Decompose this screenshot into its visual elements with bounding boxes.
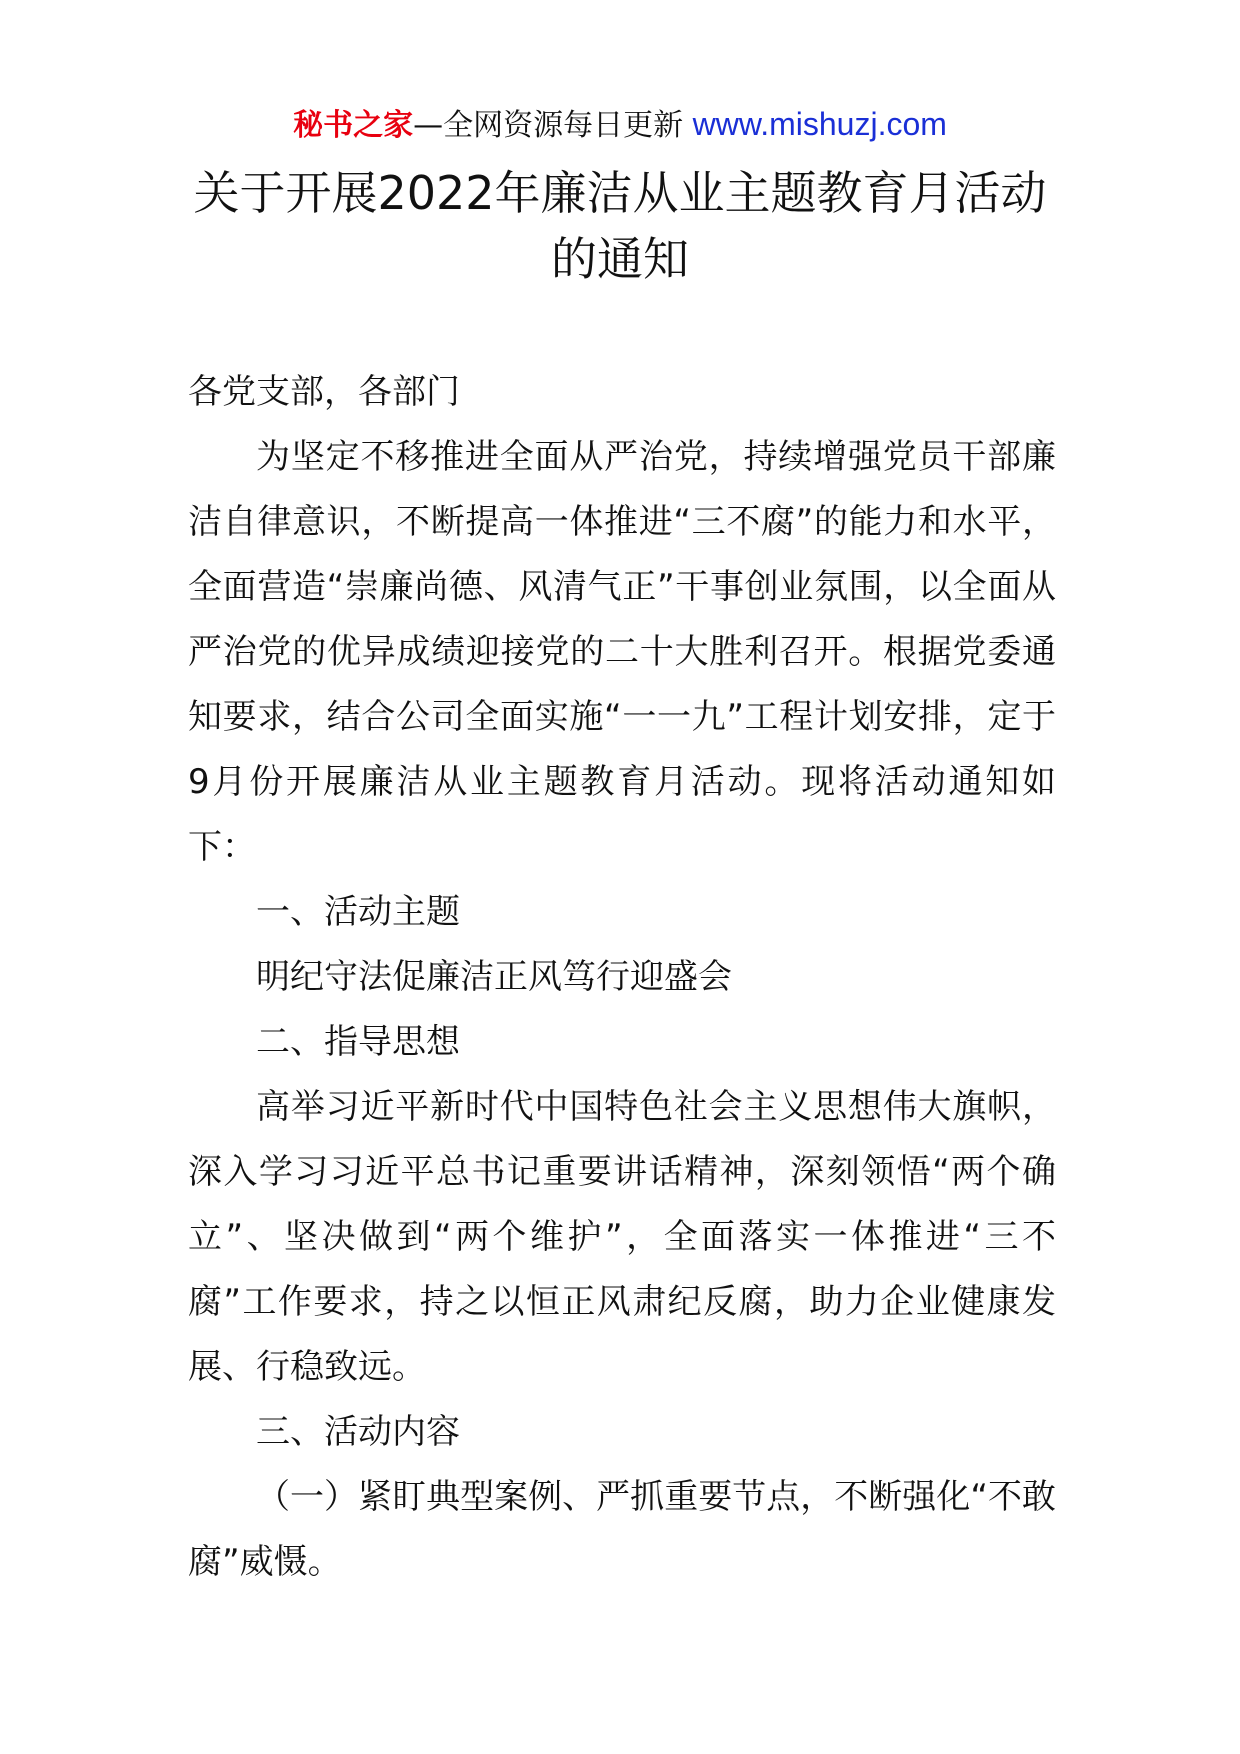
section-text-activity-content: （一）紧盯典型案例、严抓重要节点，不断强化“不敢腐”威慑。 <box>188 1477 1056 1582</box>
section-heading-activity-content: 三、活动内容 <box>256 1412 460 1452</box>
section-heading-theme: 一、活动主题 <box>256 892 460 932</box>
title-line-1: 关于开展2022年廉洁从业主题教育月活动 <box>193 166 1047 220</box>
site-header <box>0 104 1240 146</box>
section-heading-guiding-ideology: 二、指导思想 <box>256 1022 460 1062</box>
document-title <box>0 160 1240 292</box>
document-body <box>188 360 1056 1595</box>
intro-paragraph: 为坚定不移推进全面从严治党，持续增强党员干部廉洁自律意识，不断提高一体推进“三不腐”的能力和水平，全面营造“崇廉尚德、风清气正”干事创业氛围，以全面从严治党的优异成绩迎接党的二十大胜利召开。根据党委通知要求，结合公司全面实施“一一九”工程计划安排，定于9月份开展廉洁从业主题教育月活动。现将活动通知如下： <box>188 437 1056 867</box>
site-url-link[interactable]: www.mishuzj.com <box>692 106 947 142</box>
brand-name: 秘书之家 <box>293 108 414 143</box>
section-text-theme: 明纪守法促廉洁正风笃行迎盛会 <box>256 957 732 997</box>
section-text-guiding-ideology: 高举习近平新时代中国特色社会主义思想伟大旗帜，深入学习习近平总书记重要讲话精神，深刻领悟“两个确立”、坚决做到“两个维护”，全面落实一体推进“三不腐”工作要求，持之以恒正风肃纪反腐，助力企业健康发展、行稳致远。 <box>188 1087 1056 1387</box>
header-slogan: —全网资源每日更新 <box>413 108 693 143</box>
title-line-2: 的通知 <box>551 232 689 286</box>
salutation: 各党支部，各部门 <box>188 372 460 412</box>
